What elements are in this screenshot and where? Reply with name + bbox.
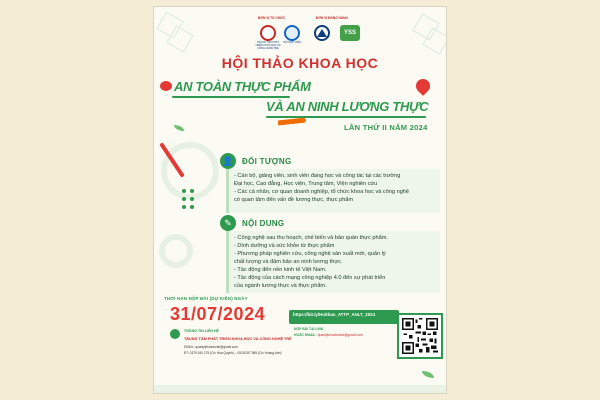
person-icon: 👤 <box>220 153 236 169</box>
organizer-logos <box>154 11 446 55</box>
host-logo-1 <box>260 25 276 41</box>
contact-phone: ĐT: 0379.340.275 (C/c Hoa Quỳnh) – 0928.057.959 (C/c Hoàng Anh) <box>184 351 282 355</box>
bottom-band <box>154 385 446 393</box>
list-item: - Tác động đến nền kinh tế Việt Nam. <box>234 267 327 273</box>
partner-label: ĐƠN VỊ ĐỒNG HÀNH <box>316 16 348 20</box>
list-item: - Tác động của cách mạng công nghiệp 4.0 đến sự phát triển <box>234 275 386 281</box>
email-label: HOẶC EMAIL: <box>294 333 317 337</box>
list-item: - Cán bộ, giảng viên, sinh viên đang học và công tác tại các trường <box>234 173 401 179</box>
registration-label: NỘP BÀI TẠI LINK <box>294 327 324 331</box>
deadline-label: THỜI HẠN NỘP BÀI (DỰ KIẾN) NGÀY <box>164 296 248 301</box>
deadline-date: 31/07/2024 <box>170 304 266 324</box>
qr-code-image <box>402 318 438 354</box>
title-line-2: VÀ AN NINH LƯƠNG THỰC <box>266 99 429 114</box>
title-underline <box>266 116 426 118</box>
list-item: chất lượng và đảm bảo an ninh lương thực. <box>234 259 343 265</box>
host-name-1: TRUNG TÂM PHÁT TRIỂN KHOA HỌC VÀ CÔNG NGHỆ TRẺ <box>255 41 281 50</box>
leaf-decoration <box>422 371 434 378</box>
list-item: - Các cá nhân, cơ quan doanh nghiệp, tổ chức khoa học và công nghệ <box>234 189 410 195</box>
content-list <box>226 231 440 293</box>
contact-email: EMAIL: quanlykhoahoctst@gmail.com <box>184 345 238 349</box>
list-item: Đại học, Cao đẳng, Học viện, Trung tâm, Viện nghiên cứu <box>234 181 378 187</box>
contact-title: THÔNG TIN LIÊN HỆ <box>184 329 219 333</box>
edition-label: LẦN THỨ II NĂM 2024 <box>344 123 428 132</box>
tomato-icon <box>160 81 172 91</box>
host-label: ĐƠN VỊ TỔ CHỨC <box>258 16 285 20</box>
audience-list <box>226 169 440 213</box>
audience-heading: ĐỐI TƯỢNG <box>242 157 292 166</box>
carrot-icon <box>278 118 306 126</box>
title-line-1: AN TOÀN THỰC PHẨM <box>174 79 311 94</box>
document-icon: ✎ <box>220 215 236 231</box>
registration-link-box[interactable] <box>289 310 399 324</box>
decorative-arcs <box>154 131 226 281</box>
list-item: có quan tâm đến vấn đề lương thực, thực phẩm <box>234 197 354 203</box>
registration-email[interactable]: quanlykhoahoctst@gmail.com <box>317 333 363 337</box>
host-logo-2 <box>284 25 300 41</box>
title-underline <box>172 96 290 98</box>
host-name-2: HỘI SINH VIÊN <box>283 41 301 44</box>
qr-code[interactable] <box>397 313 443 359</box>
contact-org: TRUNG TÂM PHÁT TRIỂN KHOA HỌC VÀ CÔNG NGHỆ TRẺ <box>184 337 292 341</box>
list-item: - Dinh dưỡng và sức khỏe từ thực phẩm <box>234 243 335 249</box>
page-title: HỘI THẢO KHOA HỌC <box>221 55 379 71</box>
partner-logo-1 <box>314 25 330 41</box>
phone-icon <box>170 329 180 339</box>
list-item: - Công nghệ sau thu hoạch, chế biến và bảo quản thực phẩm. <box>234 235 388 241</box>
registration-link[interactable]: https://bit.ly/Hoithao_ATTP_ANLT_2024 <box>293 312 376 317</box>
content-heading: NỘI DUNG <box>242 219 285 228</box>
list-item: của ngành lương thực và thực phẩm. <box>234 283 327 289</box>
conference-poster <box>153 6 447 394</box>
partner-logo-yss: YSS <box>340 25 360 41</box>
strawberry-icon <box>413 76 433 96</box>
registration-email-row <box>294 333 363 337</box>
list-item: - Phương pháp nghiên cứu, công nghệ sản xuất mới, quản lý <box>234 251 386 257</box>
